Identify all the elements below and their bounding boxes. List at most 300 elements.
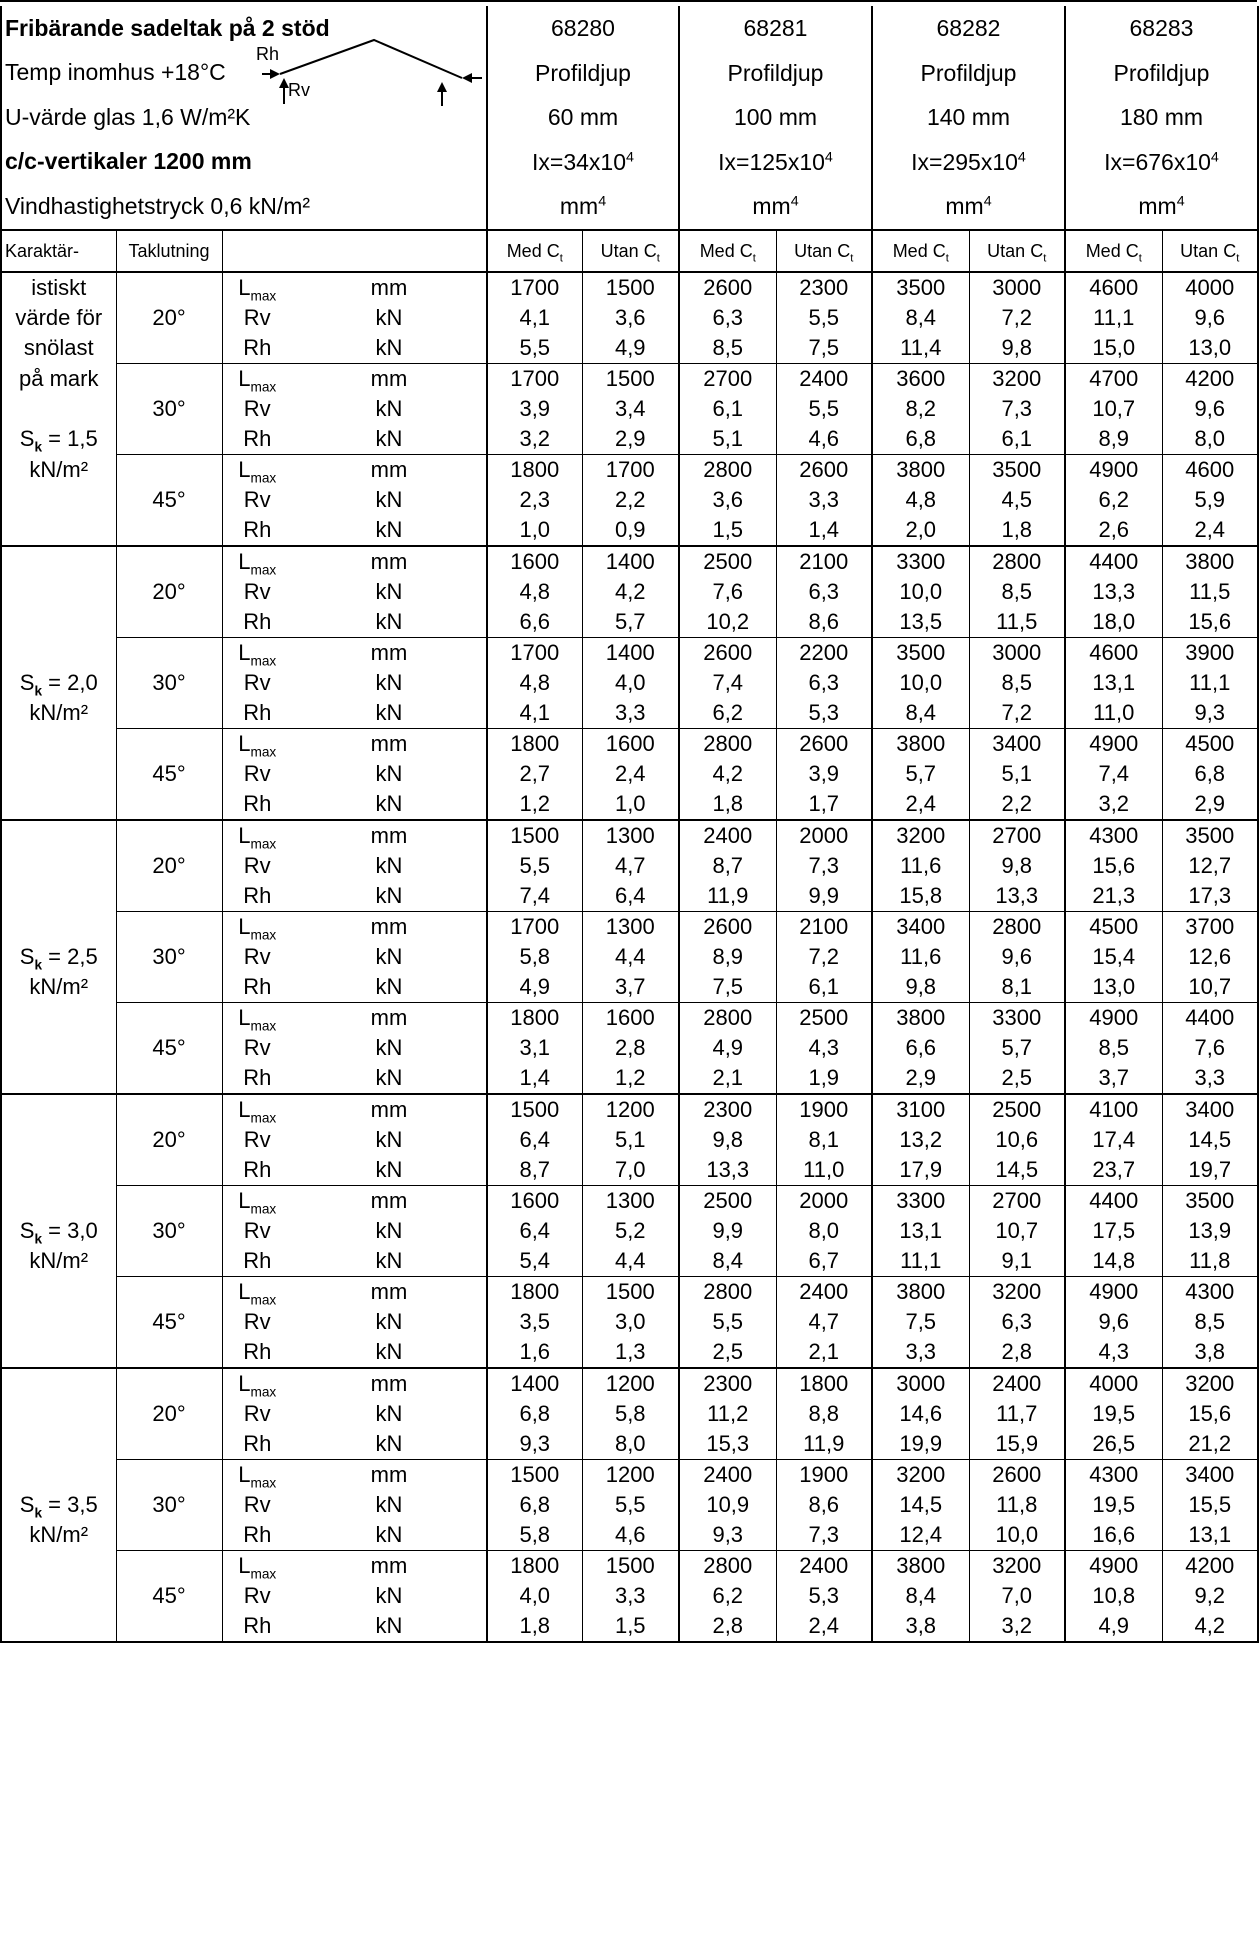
value-cell: 23,7	[1065, 1155, 1162, 1186]
col-header-utan	[969, 230, 1065, 272]
col-header-karakt: Karaktär-	[1, 230, 116, 272]
ct-sub: t	[752, 252, 756, 265]
value-cell: 4,0	[582, 668, 679, 698]
snow-load-cell	[1, 698, 116, 729]
value-cell: 19,5	[1065, 1399, 1162, 1429]
rh-label: Rh	[256, 44, 280, 64]
med-label: Med C	[1085, 240, 1139, 261]
value-cell: 5,1	[582, 1125, 679, 1155]
slope-cell	[116, 1063, 222, 1094]
value-cell: 2500	[679, 546, 776, 577]
value-cell: 3400	[969, 729, 1065, 760]
value-cell: 6,6	[487, 607, 582, 638]
unit-cell: kN	[375, 579, 403, 604]
slope-cell	[116, 546, 222, 577]
ix-text: Ix=125x10	[718, 148, 825, 175]
value-cell: 3,2	[1065, 789, 1162, 820]
param-rh: Rh	[243, 791, 272, 816]
slope-cell	[116, 729, 222, 760]
value-cell: 2,9	[582, 424, 679, 455]
value-cell: 11,2	[679, 1399, 776, 1429]
snow-load-cell	[1, 272, 116, 303]
ct-sub: t	[1043, 252, 1047, 265]
sk-unit: kN/m²	[29, 974, 89, 1000]
slope-cell: 45°	[116, 759, 222, 789]
value-cell: 3500	[872, 638, 969, 669]
value-cell: 8,5	[969, 577, 1065, 607]
lmax-symbol: L	[238, 1553, 251, 1578]
slope-cell: 20°	[116, 851, 222, 881]
value-cell: 1800	[487, 455, 582, 486]
slope-cell: 30°	[116, 1216, 222, 1246]
value-cell: 7,2	[969, 303, 1065, 333]
value-cell: 3,8	[1162, 1337, 1258, 1368]
value-cell: 4900	[1065, 455, 1162, 486]
value-cell: 7,5	[679, 972, 776, 1003]
value-cell: 10,7	[969, 1216, 1065, 1246]
ix-unit-exp: 4	[790, 193, 799, 210]
value-cell: 9,8	[679, 1125, 776, 1155]
unit-cell: kN	[375, 944, 403, 969]
value-cell: 4400	[1065, 546, 1162, 577]
value-cell: 11,5	[969, 607, 1065, 638]
profile-ix-unit	[487, 184, 679, 229]
table-row	[1, 546, 1258, 577]
sk-unit: kN/m²	[29, 1248, 89, 1274]
value-cell: 1200	[582, 1094, 679, 1125]
param-lmax	[222, 1003, 292, 1034]
table-row	[1, 577, 1258, 607]
value-cell: 1500	[582, 1551, 679, 1582]
value-cell: 11,1	[872, 1246, 969, 1277]
value-cell: 1600	[487, 1186, 582, 1217]
value-cell: 1,2	[582, 1063, 679, 1094]
value-cell: 4,0	[487, 1581, 582, 1611]
slope-cell	[116, 1277, 222, 1308]
value-cell: 4,8	[872, 485, 969, 515]
value-cell: 2500	[969, 1094, 1065, 1125]
unit-cell: kN	[375, 609, 403, 634]
value-cell: 7,4	[487, 881, 582, 912]
slope-cell	[116, 1337, 222, 1368]
rv-label: Rv	[288, 80, 310, 100]
value-cell: 11,0	[776, 1155, 872, 1186]
value-cell: 3200	[1162, 1368, 1258, 1399]
table-row	[1, 1003, 1258, 1034]
value-cell: 4200	[1162, 364, 1258, 395]
lmax-subscript: max	[250, 927, 277, 943]
ix-text: Ix=676x10	[1104, 148, 1211, 175]
value-cell: 3,1	[487, 1033, 582, 1063]
unit-cell: kN	[292, 1611, 487, 1642]
param-lmax	[222, 546, 292, 577]
roof-diagram	[256, 38, 482, 128]
value-cell: 2,0	[872, 515, 969, 546]
value-cell: 0,9	[582, 515, 679, 546]
value-cell: 3800	[872, 1003, 969, 1034]
param-lmax	[222, 912, 292, 943]
lmax-symbol: L	[238, 640, 251, 665]
value-cell: 2800	[969, 546, 1065, 577]
value-cell: 10,9	[679, 1490, 776, 1520]
unit-cell: kN	[375, 761, 403, 786]
value-cell: 2600	[679, 272, 776, 303]
value-cell: 2000	[776, 820, 872, 851]
value-cell: 15,4	[1065, 942, 1162, 972]
slope-cell	[116, 1003, 222, 1034]
table-row	[1, 729, 1258, 760]
table-row	[1, 1307, 1258, 1337]
unit-cell: kN	[375, 853, 403, 878]
slope-cell: 30°	[116, 394, 222, 424]
unit-cell: mm	[292, 820, 487, 851]
utan-label: Utan C	[600, 240, 657, 261]
unit-cell: mm	[370, 275, 408, 300]
value-cell: 4300	[1065, 820, 1162, 851]
value-cell: 7,3	[969, 394, 1065, 424]
table-header	[0, 6, 1259, 229]
value-cell: 6,1	[679, 394, 776, 424]
slope-cell: 45°	[116, 485, 222, 515]
lmax-subscript: max	[250, 1566, 277, 1582]
param-lmax	[222, 1551, 292, 1582]
profile-name: Profildjup	[1065, 51, 1258, 96]
value-cell: 8,4	[872, 698, 969, 729]
value-cell: 5,2	[582, 1216, 679, 1246]
value-cell: 4,6	[776, 424, 872, 455]
value-cell: 5,9	[1162, 485, 1258, 515]
value-cell: 4,7	[582, 851, 679, 881]
table-row	[1, 333, 1258, 364]
value-cell: 15,9	[969, 1429, 1065, 1460]
value-cell: 3,0	[582, 1307, 679, 1337]
lmax-subscript: max	[250, 1018, 277, 1034]
value-cell: 2,3	[487, 485, 582, 515]
param-rv: Rv	[243, 1127, 271, 1152]
slope-cell	[116, 912, 222, 943]
value-cell: 9,1	[969, 1246, 1065, 1277]
param-lmax	[222, 729, 292, 760]
unit-cell: kN	[375, 974, 403, 999]
value-cell: 7,6	[679, 577, 776, 607]
value-cell: 1500	[582, 272, 679, 303]
unit-cell: kN	[375, 426, 403, 451]
value-cell: 2,4	[582, 759, 679, 789]
ix-unit: mm	[559, 193, 599, 219]
value-cell: 3200	[872, 820, 969, 851]
param-lmax	[222, 455, 292, 486]
unit-cell: kN	[375, 1248, 403, 1273]
value-cell: 3800	[1162, 546, 1258, 577]
value-cell: 15,3	[679, 1429, 776, 1460]
table-row	[1, 364, 1258, 395]
table-row	[1, 394, 1258, 424]
slope-cell	[116, 820, 222, 851]
unit-cell: mm	[292, 1551, 487, 1582]
value-cell: 3,5	[487, 1307, 582, 1337]
value-cell: 1800	[487, 729, 582, 760]
sk-subscript: k	[34, 1505, 43, 1521]
unit-cell: kN	[375, 1492, 403, 1517]
value-cell: 4600	[1065, 272, 1162, 303]
value-cell: 5,1	[969, 759, 1065, 789]
table-row	[1, 789, 1258, 820]
param-rv: Rv	[243, 305, 271, 330]
table-title: Fribärande sadeltak på 2 stöd	[1, 6, 487, 51]
value-cell: 4600	[1065, 638, 1162, 669]
value-cell: 1400	[487, 1368, 582, 1399]
value-cell: 1600	[582, 1003, 679, 1034]
slope-cell: 30°	[116, 942, 222, 972]
value-cell: 1,6	[487, 1337, 582, 1368]
value-cell: 2300	[679, 1094, 776, 1125]
slope-cell: 45°	[116, 1307, 222, 1337]
value-cell: 2800	[679, 1551, 776, 1582]
value-cell: 3,3	[582, 1581, 679, 1611]
value-cell: 11,7	[969, 1399, 1065, 1429]
value-cell: 3,9	[776, 759, 872, 789]
slope-cell	[116, 424, 222, 455]
value-cell: 4,8	[487, 577, 582, 607]
snow-load-cell	[1, 638, 116, 669]
slope-cell	[116, 789, 222, 820]
value-cell: 6,3	[776, 668, 872, 698]
value-cell: 2,7	[487, 759, 582, 789]
value-cell: 1,0	[582, 789, 679, 820]
ix-exp: 4	[626, 148, 634, 165]
value-cell: 2,4	[1162, 515, 1258, 546]
value-cell: 17,9	[872, 1155, 969, 1186]
value-cell: 13,1	[1162, 1520, 1258, 1551]
value-cell: 1700	[582, 455, 679, 486]
value-cell: 6,3	[969, 1307, 1065, 1337]
param-rv: Rv	[243, 670, 271, 695]
table-row	[1, 820, 1258, 851]
slope-cell	[116, 364, 222, 395]
value-cell: 15,5	[1162, 1490, 1258, 1520]
value-cell: 8,0	[776, 1216, 872, 1246]
col-header-med	[487, 230, 582, 272]
value-cell: 4300	[1065, 1460, 1162, 1491]
value-cell: 6,2	[679, 698, 776, 729]
value-cell: 2700	[969, 820, 1065, 851]
value-cell: 7,0	[582, 1155, 679, 1186]
value-cell: 4,1	[487, 303, 582, 333]
value-cell: 17,4	[1065, 1125, 1162, 1155]
value-cell: 6,3	[776, 577, 872, 607]
value-cell: 2200	[776, 638, 872, 669]
value-cell: 16,6	[1065, 1520, 1162, 1551]
lmax-subscript: max	[250, 1475, 277, 1491]
value-cell: 3100	[872, 1094, 969, 1125]
snow-load-caption: snölast	[23, 335, 94, 361]
value-cell: 2,9	[1162, 789, 1258, 820]
value-cell: 4000	[1162, 272, 1258, 303]
value-cell: 3600	[872, 364, 969, 395]
value-cell: 3400	[1162, 1094, 1258, 1125]
snow-load-cell	[1, 1581, 116, 1611]
med-label: Med C	[506, 240, 560, 261]
value-cell: 5,7	[582, 607, 679, 638]
unit-cell: kN	[375, 1401, 403, 1426]
value-cell: 15,6	[1162, 1399, 1258, 1429]
value-cell: 4,2	[1162, 1611, 1258, 1642]
value-cell: 2700	[679, 364, 776, 395]
table-row	[1, 1368, 1258, 1399]
lmax-symbol: L	[238, 1005, 251, 1030]
value-cell: 1200	[582, 1368, 679, 1399]
sk-subscript: k	[34, 957, 43, 973]
snow-load-caption: värde för	[15, 305, 103, 330]
lmax-subscript: max	[250, 1292, 277, 1308]
value-cell: 13,3	[679, 1155, 776, 1186]
value-cell: 3500	[969, 455, 1065, 486]
value-cell: 9,6	[1162, 303, 1258, 333]
value-cell: 18,0	[1065, 607, 1162, 638]
slope-cell: 45°	[116, 1581, 222, 1611]
unit-cell: kN	[375, 1583, 403, 1608]
value-cell: 5,7	[872, 759, 969, 789]
lmax-subscript: max	[250, 744, 277, 760]
unit-cell: kN	[375, 1218, 403, 1243]
value-cell: 17,3	[1162, 881, 1258, 912]
lmax-symbol: L	[238, 1371, 251, 1396]
value-cell: 17,5	[1065, 1216, 1162, 1246]
slope-cell: 20°	[116, 1399, 222, 1429]
snow-load-cell	[1, 333, 116, 364]
profile-ix	[487, 140, 679, 185]
rh-arrowhead-right	[462, 73, 472, 83]
snow-load-cell	[1, 546, 116, 577]
param-rv: Rv	[243, 1401, 271, 1426]
lmax-subscript: max	[250, 1110, 277, 1126]
value-cell: 1,8	[969, 515, 1065, 546]
value-cell: 21,2	[1162, 1429, 1258, 1460]
profile-id: 68283	[1065, 6, 1258, 51]
slope-cell	[116, 698, 222, 729]
value-cell: 3,3	[872, 1337, 969, 1368]
condition-text: Temp inomhus +18°C	[5, 59, 226, 86]
param-rh: Rh	[222, 1611, 292, 1642]
value-cell: 7,2	[776, 942, 872, 972]
sk-symbol: S	[19, 944, 35, 969]
value-cell: 8,6	[776, 1490, 872, 1520]
table-row	[1, 515, 1258, 546]
value-cell: 4,9	[679, 1033, 776, 1063]
table-row	[1, 1094, 1258, 1125]
value-cell: 11,1	[1065, 303, 1162, 333]
sk-symbol: S	[19, 426, 35, 452]
value-cell: 1300	[582, 912, 679, 943]
value-cell: 2600	[776, 455, 872, 486]
unit-cell: mm	[292, 1460, 487, 1491]
ix-unit-exp: 4	[1176, 193, 1185, 210]
snow-load-cell	[1, 1094, 116, 1125]
value-cell: 9,6	[969, 942, 1065, 972]
snow-load-cell	[1, 1429, 116, 1460]
value-cell: 5,8	[487, 1520, 582, 1551]
value-cell: 9,2	[1162, 1581, 1258, 1611]
value-cell: 2100	[776, 546, 872, 577]
value-cell: 1,2	[487, 789, 582, 820]
value-cell: 1700	[487, 364, 582, 395]
value-cell: 7,5	[872, 1307, 969, 1337]
table-row	[1, 1246, 1258, 1277]
value-cell: 2,5	[679, 1337, 776, 1368]
value-cell: 2100	[776, 912, 872, 943]
value-cell: 14,8	[1065, 1246, 1162, 1277]
param-rv: Rv	[243, 1218, 271, 1243]
table-row	[1, 1611, 1258, 1642]
snow-load-cell	[1, 364, 116, 395]
snow-load-cell	[1, 485, 116, 515]
value-cell: 5,5	[679, 1307, 776, 1337]
ct-sub: t	[945, 252, 949, 265]
value-cell: 5,1	[679, 424, 776, 455]
profile-name: Profildjup	[872, 51, 1065, 96]
value-cell: 1,4	[487, 1063, 582, 1094]
value-cell: 2700	[969, 1186, 1065, 1217]
unit-cell: kN	[375, 670, 403, 695]
unit-cell: kN	[375, 335, 403, 360]
table-row	[1, 1429, 1258, 1460]
param-lmax	[222, 820, 292, 851]
value-cell: 13,5	[872, 607, 969, 638]
value-cell: 8,5	[969, 668, 1065, 698]
value-cell: 4,2	[679, 759, 776, 789]
snow-load-cell	[1, 1003, 116, 1034]
value-cell: 3800	[872, 1551, 969, 1582]
value-cell: 4000	[1065, 1368, 1162, 1399]
lmax-symbol: L	[238, 1462, 251, 1487]
value-cell: 11,8	[1162, 1246, 1258, 1277]
value-cell: 5,7	[969, 1033, 1065, 1063]
value-cell: 1400	[582, 546, 679, 577]
lmax-subscript: max	[250, 288, 277, 304]
value-cell: 4900	[1065, 1551, 1162, 1582]
snow-load-cell	[1, 972, 116, 1003]
value-cell: 13,2	[872, 1125, 969, 1155]
value-cell: 2,2	[582, 485, 679, 515]
data-rows	[1, 272, 1258, 1642]
ix-exp: 4	[1210, 148, 1219, 165]
value-cell: 11,5	[1162, 577, 1258, 607]
ct-sub: t	[1138, 252, 1142, 265]
value-cell: 11,1	[1162, 668, 1258, 698]
snow-load-cell	[1, 1307, 116, 1337]
value-cell: 8,4	[872, 303, 969, 333]
sk-value: = 2,5	[42, 944, 98, 969]
ct-sub: t	[850, 252, 854, 265]
lmax-subscript: max	[250, 1384, 277, 1400]
table-row	[1, 607, 1258, 638]
slope-cell	[116, 607, 222, 638]
lmax-symbol: L	[238, 731, 251, 756]
value-cell: 3,3	[776, 485, 872, 515]
value-cell: 2400	[679, 820, 776, 851]
value-cell: 2600	[969, 1460, 1065, 1491]
slope-cell	[116, 272, 222, 303]
table-row	[1, 912, 1258, 943]
value-cell: 2800	[969, 912, 1065, 943]
value-cell: 8,5	[679, 333, 776, 364]
value-cell: 3400	[1162, 1460, 1258, 1491]
snow-load-cell	[1, 1125, 116, 1155]
profile-id: 68281	[679, 6, 872, 51]
param-rh: Rh	[243, 1065, 272, 1090]
value-cell: 4500	[1065, 912, 1162, 943]
value-cell: 1,3	[582, 1337, 679, 1368]
